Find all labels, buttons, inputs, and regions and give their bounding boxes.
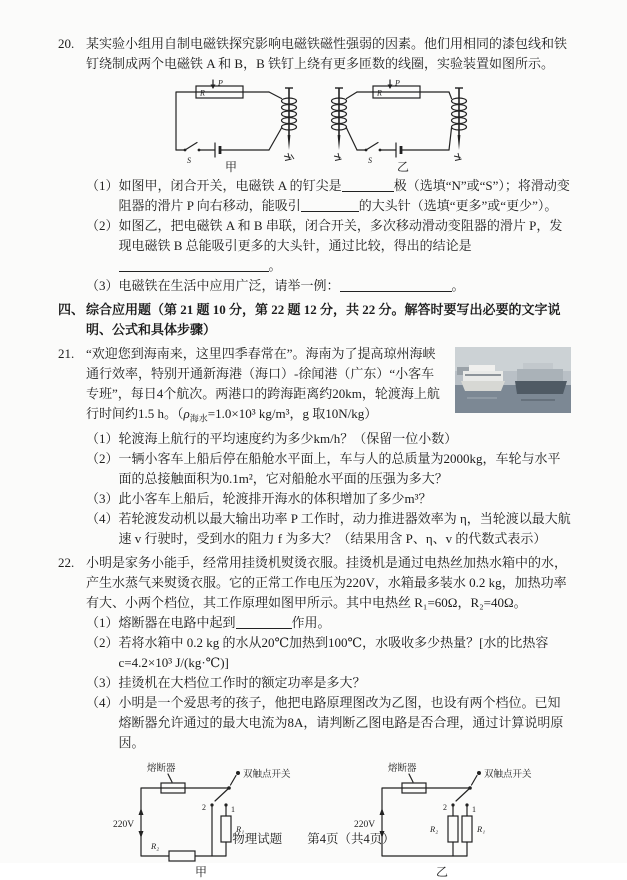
switch-lever-icon: [456, 788, 470, 801]
part-text: 若将水箱中 0.2 kg 的水从20℃加热到100℃，水吸收多少热量？[水的比热容 c=4.2×10³ J/(kg·℃)]: [118, 634, 549, 670]
fuse-label: 熔断器: [146, 763, 176, 774]
q20-circuit-figure: [161, 78, 496, 174]
text-segment: 电磁铁在生活中应用广泛，请举一例：: [118, 278, 340, 293]
text-segment: 。: [268, 258, 282, 273]
slider-p-label: P: [218, 78, 223, 88]
part-text: 轮渡海上航行的平均速度约为多少km/h？（保留一位小数）: [118, 430, 458, 446]
switch-icon: [366, 143, 378, 151]
slider-arrow-icon: [211, 85, 216, 90]
part-text: 此小客车上船后，轮渡排开海水的体积增加了多少m³？: [118, 490, 432, 506]
switch-label-dot: [236, 771, 240, 775]
question-21-number: 21.: [58, 346, 75, 361]
electromagnet-left-icon: [332, 88, 358, 161]
voltage-label: 220V: [353, 819, 375, 830]
text-segment: =1.0×10³ kg/m³，g 取10N/kg）: [207, 406, 378, 421]
question-22-part-2: [86, 633, 571, 673]
pins-icon: [334, 153, 342, 161]
rheostat-r-label: R: [377, 88, 382, 98]
fuse-label: 熔断器: [387, 763, 417, 774]
nail-tip: [288, 135, 291, 150]
question-22-intro: 小明是家务小能手，经常用挂烫机熨烫衣服。挂烫机是通过电热丝加热水箱中的水，产生水蒸气来熨烫衣服。它的正常工作电压为220V，水箱最多装水 0.2 kg，加热功率有大、小两个档位，其工作原理如图甲所示。其中电热丝 R₁=60Ω，R₂=40Ω。: [86, 554, 568, 610]
question-21-part-1: [86, 429, 571, 449]
figure-label-jia: 甲: [194, 864, 207, 879]
electromagnet-a-icon: [269, 88, 297, 161]
figure-q20: [86, 78, 571, 174]
part-number: （3）: [86, 490, 119, 506]
text-segment: 熔断器在电路中起到: [118, 614, 236, 630]
text-segment: 极（选填“N”或“S”）；将滑动变阻器的滑片 P 向右移动，能吸引: [118, 178, 570, 213]
r1-label: R₁: [235, 823, 244, 834]
q22-circuit-jia: [111, 758, 306, 880]
text-segment: 。: [451, 278, 465, 293]
rho-subscript: 海水: [189, 413, 208, 424]
part-text: 挂烫机在大档位工作时的额定功率是多大？: [118, 674, 366, 690]
part-number: （3）: [86, 674, 119, 690]
switch-lever-icon: [215, 788, 229, 801]
nail-tip: [338, 135, 341, 150]
q22-circuit-yi: [352, 758, 547, 880]
part-number: （1）: [86, 178, 119, 193]
part-text: 小明是一个爱思考的孩子，他把电路原理图改为乙图，也设有两个档位。已知熔断器允许通过的最大电流为8A，请判断乙图电路是否合理，通过计算说明原因。: [118, 694, 564, 750]
question-22-number: 22.: [58, 554, 75, 570]
question-21-part-2: [86, 449, 571, 489]
switch-s-label: S: [368, 156, 372, 165]
part-text: 若轮渡发动机以最大输出功率 P 工作时，动力推进器效率为 η，当轮渡以最大航速 v 行驶时，受到水的阻力 f 为多大？（结果用含 P、η、v 的代数式表示）: [118, 510, 571, 546]
answer-blank: [340, 279, 452, 292]
contact-1-label: 1: [230, 804, 235, 814]
answer-blank: [301, 199, 359, 212]
r2-label: R₂: [150, 840, 159, 851]
question-20-intro: 某实验小组用自制电磁铁探究影响电磁铁磁性强弱的因素。他们用相同的漆包线和铁钉绕制成两个电磁铁 A 和 B，B 铁钉上绕有更多匝数的线圈，实验装置如图所示。: [86, 36, 568, 71]
pins-icon: [284, 153, 294, 161]
answer-blank: [342, 179, 394, 192]
question-20: [58, 34, 571, 296]
question-22-part-3: [86, 673, 571, 693]
voltage-arrow-up: [138, 808, 143, 815]
pins-icon: [454, 153, 462, 161]
part-number: （1）: [86, 614, 119, 630]
circuit-jia: [176, 79, 297, 175]
question-20-number: 20.: [58, 36, 75, 51]
switch-label: 双触点开关: [483, 769, 532, 780]
part-number: （2）: [86, 634, 119, 650]
voltage-label: 220V: [112, 819, 134, 830]
resistor-r2-icon: [169, 851, 195, 861]
ferry-photo: [455, 347, 571, 413]
section-number: 四、: [58, 302, 85, 317]
question-20-part-2: [86, 216, 571, 276]
page-footer: 物理试题 第4页（共4页）: [232, 832, 395, 846]
contact-1-label: 1: [471, 804, 476, 814]
section-4-heading: [58, 300, 571, 340]
r2-label: R₂: [429, 823, 438, 834]
part-number: （1）: [86, 430, 119, 446]
switch-s-label: S: [187, 156, 191, 165]
contact-2-label: 2: [201, 802, 206, 812]
question-21: [58, 344, 571, 549]
question-20-part-1: [86, 176, 571, 216]
switch-label-dot: [477, 771, 481, 775]
voltage-arrow-up: [379, 808, 384, 815]
question-22-part-4: [86, 693, 571, 753]
question-22-part-1: [86, 613, 571, 633]
rho-symbol: ρ: [183, 406, 190, 421]
figure-label-jia: 甲: [225, 160, 238, 174]
electromagnet-right-icon: [449, 88, 467, 161]
text-segment: 如图甲，闭合开关，电磁铁 A 的钉尖是: [118, 178, 342, 193]
r1-label: R₁: [476, 823, 485, 834]
nail-tip: [458, 135, 461, 150]
part-number: （2）: [86, 450, 119, 466]
section-title: 综合应用题（第 21 题 10 分，第 22 题 12 分，共 22 分。: [86, 302, 405, 317]
part-number: （2）: [86, 218, 119, 233]
figure-label-yi: 乙: [397, 160, 410, 174]
text-segment: 作用。: [291, 614, 331, 630]
part-number: （4）: [86, 510, 119, 526]
figure-q22: [86, 758, 571, 880]
part-text: 一辆小客车上船后停在船舱水平面上，车与人的总质量为2000kg，车轮与水平面的总接触面积为0.1m²，它对船舱水平面的压强为多大？: [118, 450, 561, 486]
text-segment: 如图乙，把电磁铁 A 和 B 串联，闭合开关，多次移动滑动变阻器的滑片 P，发现电磁铁 B 总能吸引更多的大头针，通过比较，得出的结论是: [118, 218, 563, 253]
answer-blank: [119, 259, 269, 272]
part-number: （3）: [86, 278, 119, 293]
contact-2-label: 2: [442, 802, 447, 812]
section-note: 解答时要写出必要的文字说明、公式和具体步骤）: [86, 302, 561, 337]
text-segment: “欢迎您到海南来，这里四季春常在”。海南为了提高琼州海峡通行效率，特别开通新海港（海口）-徐闻港（广东）“小客车专班”，每日4个航次。两港口的跨海距离约20km，轮渡海上航行时间约1.5 h。（: [86, 346, 440, 421]
part-number: （4）: [86, 694, 119, 710]
question-20-part-3: [86, 276, 571, 296]
switch-label: 双触点开关: [242, 769, 291, 780]
text-segment: 的大头针（选填“更多”或“更少”）。: [358, 198, 558, 213]
switch-icon: [185, 143, 197, 151]
question-21-part-3: [86, 489, 571, 509]
slider-p-label: P: [395, 78, 400, 88]
figure-label-yi: 乙: [435, 864, 448, 879]
rheostat-r-label: R: [200, 88, 205, 98]
circuit-yi: [332, 79, 467, 175]
slider-arrow-icon: [388, 85, 393, 90]
question-21-part-4: [86, 509, 571, 549]
answer-blank: [236, 616, 292, 629]
